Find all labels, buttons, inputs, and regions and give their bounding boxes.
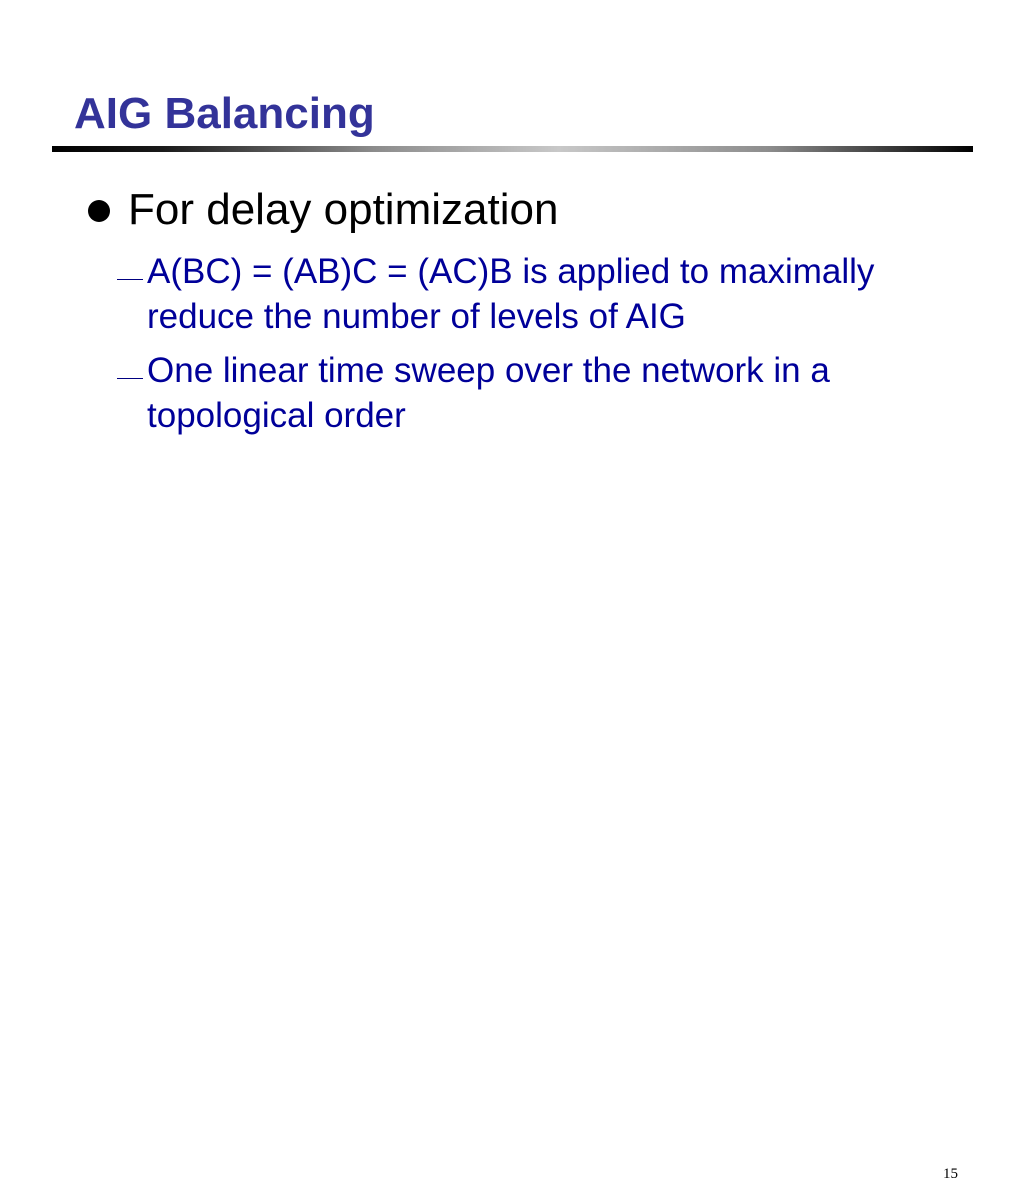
- page-number: 15: [943, 1166, 958, 1182]
- slide-title: AIG Balancing: [74, 89, 375, 138]
- bullet-dot-icon: [88, 200, 110, 222]
- title-divider: [52, 146, 973, 152]
- dash-icon: [117, 378, 143, 379]
- bullet-text: For delay optimization: [128, 185, 559, 234]
- sub-item-text: One linear time sweep over the network in a topological order: [147, 351, 830, 435]
- dash-icon: [117, 279, 143, 280]
- bullet-item: [88, 182, 558, 238]
- sub-item-text: A(BC) = (AB)C = (AC)B is applied to maximally reduce the number of levels of AIG: [147, 252, 875, 336]
